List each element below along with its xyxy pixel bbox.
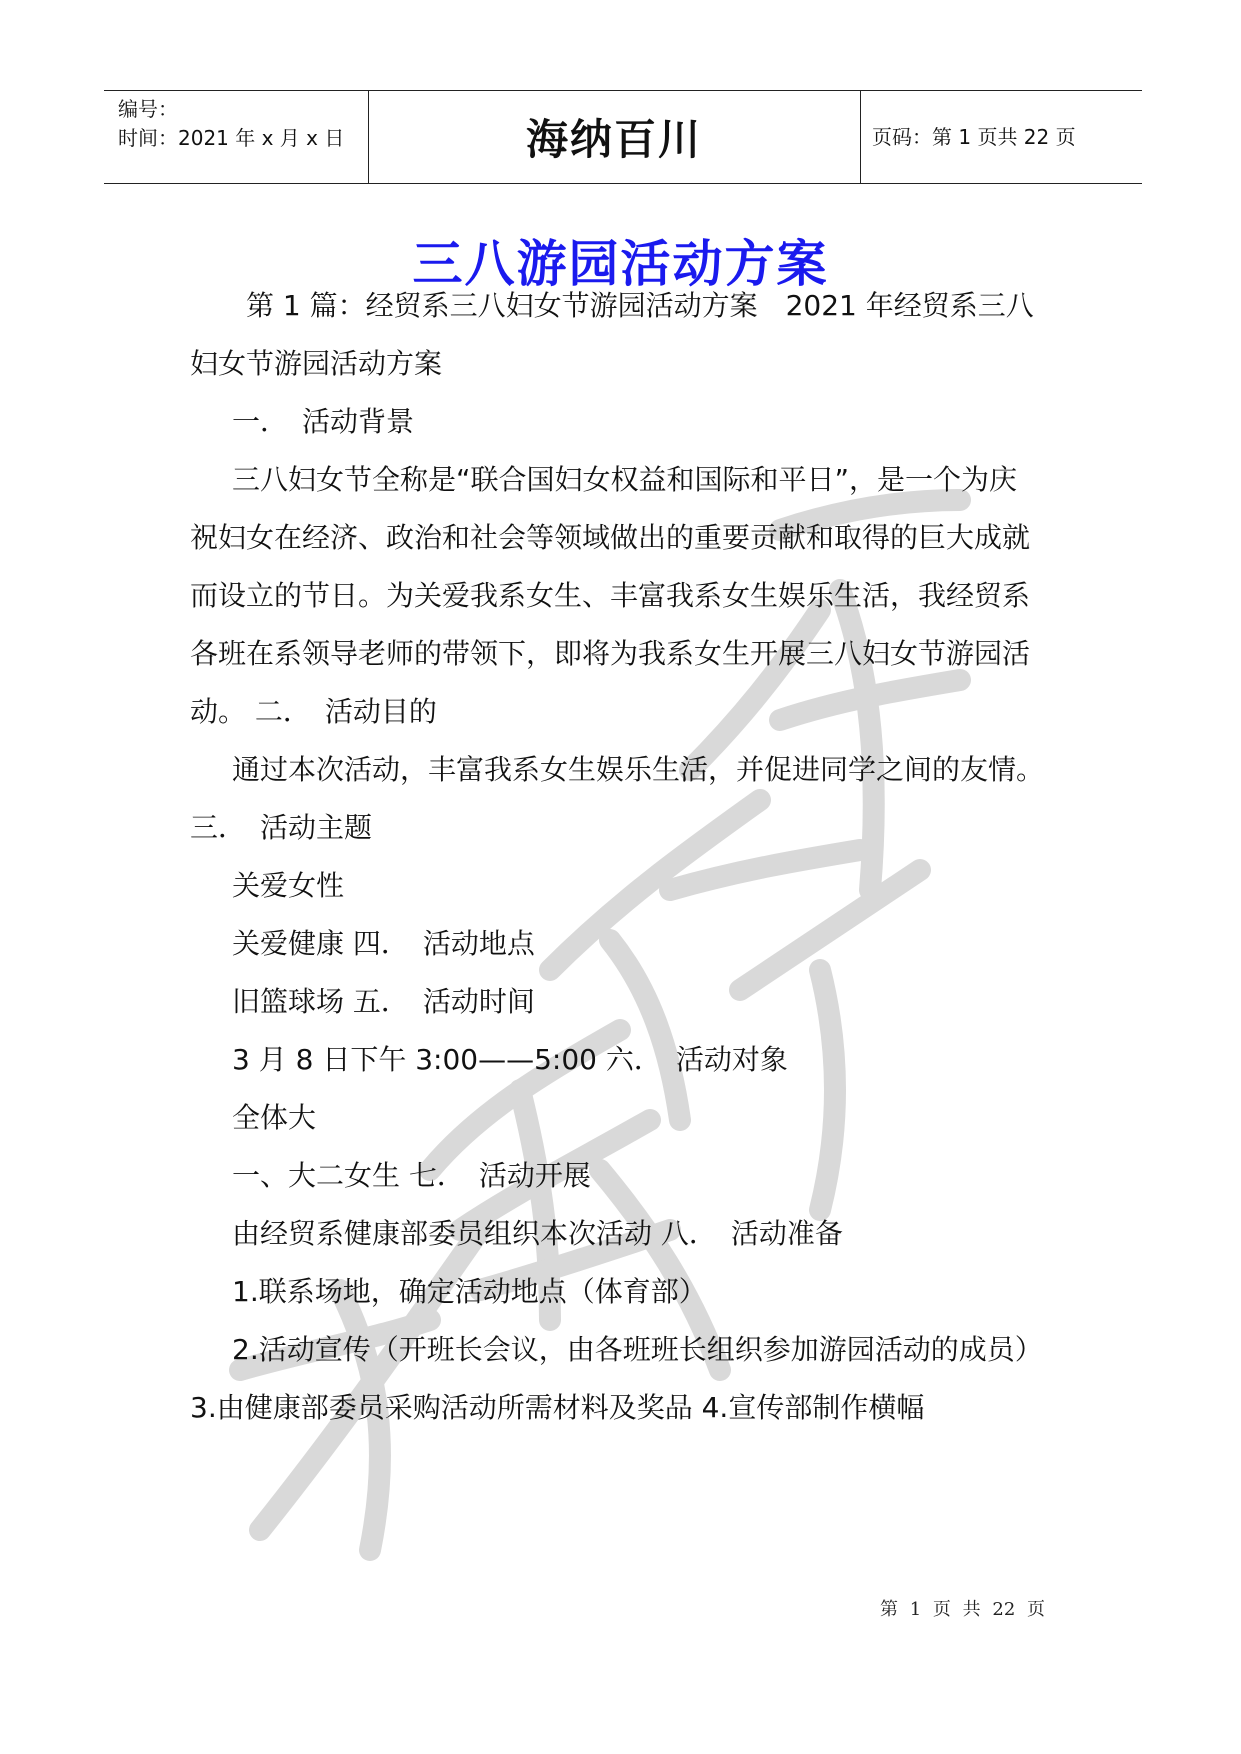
paragraph-1-line-1: 第 1 篇：经贸系三八妇女节游园活动方案 2021 年经贸系三八 [246,289,1034,322]
section-heading-theme: 三． 活动主题 [190,811,373,844]
header-meta [118,95,344,153]
header-brand: 海纳百川 [525,115,702,164]
paragraph-2-line-4: 各班在系领导老师的带领下，即将为我系女生开展三八妇女节游园活 [190,637,1031,670]
paragraph-2-line-5: 动。 二． 活动目的 [190,695,437,728]
prep-item-2: 2.活动宣传（开班长会议，由各班班长组织参加游园活动的成员） [232,1333,1043,1366]
paragraph-2-line-3: 而设立的节日。为关爱我系女生、丰富我系女生娱乐生活，我经贸系 [190,579,1031,612]
paragraph-purpose: 通过本次活动，丰富我系女生娱乐生活，并促进同学之间的友情。 [232,753,1045,786]
paragraph-2-line-1: 三八妇女节全称是“联合国妇女权益和国际和平日”，是一个为庆 [232,463,1018,496]
header-time-label: 时间：2021 年 x 月 x 日 [118,126,345,150]
theme-item-2: 关爱健康 四． 活动地点 [232,927,535,960]
header-number-label: 编号： [118,97,178,121]
activity-time: 3 月 8 日下午 3:00——5:00 六． 活动对象 [232,1043,788,1076]
header-page-code: 页码：第 1 页共 22 页 [872,125,1076,149]
theme-item-1: 关爱女性 [232,869,345,902]
activity-organizer: 由经贸系健康部委员组织本次活动 八． 活动准备 [232,1217,843,1250]
activity-place: 旧篮球场 五． 活动时间 [232,985,535,1018]
section-heading-background: 一． 活动背景 [232,405,415,438]
paragraph-2-line-2: 祝妇女在经济、政治和社会等领域做出的重要贡献和取得的巨大成就 [190,521,1031,554]
page-footer: 第 1 页 共 22 页 [880,1599,1045,1620]
paragraph-1-line-2: 妇女节游园活动方案 [190,347,443,380]
document-header [104,90,1142,184]
activity-target-line-2: 一、大二女生 七． 活动开展 [232,1159,591,1192]
prep-item-1: 1.联系场地，确定活动地点（体育部） [232,1275,707,1308]
document-title: 三八游园活动方案 [412,234,829,293]
header-divider-right [860,91,861,183]
prep-item-3: 3.由健康部委员采购活动所需材料及奖品 4.宣传部制作横幅 [190,1391,925,1424]
activity-target-line-1: 全体大 [232,1101,317,1134]
